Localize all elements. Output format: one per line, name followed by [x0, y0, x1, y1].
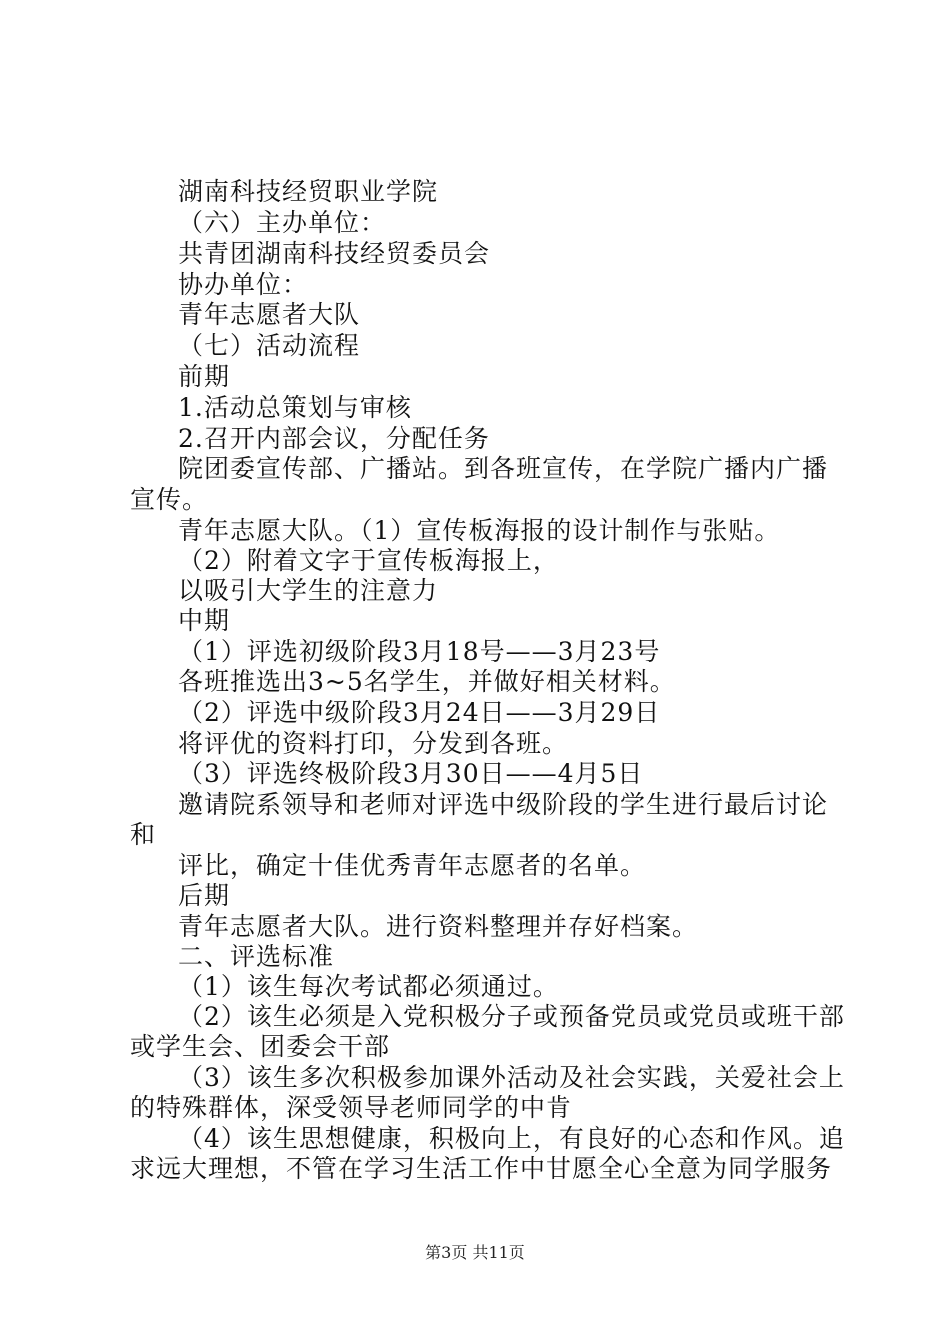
text-line: 1.活动总策划与审核 — [178, 393, 412, 422]
text-line: 或学生会、团委会干部 — [130, 1032, 391, 1061]
text-line: （4）该生思想健康，积极向上，有良好的心态和作风。追 — [178, 1124, 845, 1153]
text-line: （1）评选初级阶段3月18号——3月23号 — [178, 637, 661, 666]
text-line: 以吸引大学生的注意力 — [178, 576, 439, 605]
text-line: （3）评选终极阶段3月30日——4月5日 — [178, 759, 644, 788]
section-heading: 二、评选标准 — [178, 942, 335, 971]
text-line: 青年志愿大队。（1）宣传板海报的设计制作与张贴。 — [178, 516, 781, 545]
text-line: （2）该生必须是入党积极分子或预备党员或党员或班干部 — [178, 1002, 845, 1031]
text-line: 将评优的资料打印，分发到各班。 — [178, 729, 569, 758]
text-line: 求远大理想，不管在学习生活工作中甘愿全心全意为同学服务 — [130, 1154, 833, 1183]
text-line: 湖南科技经贸职业学院 — [178, 177, 439, 206]
phase-heading: 前期 — [178, 362, 231, 391]
text-line: （六）主办单位： — [178, 208, 387, 237]
text-line: 邀请院系领导和老师对评选中级阶段的学生进行最后讨论 — [178, 790, 829, 819]
text-line: 各班推选出3~5名学生，并做好相关材料。 — [178, 667, 676, 696]
text-line: 评比，确定十佳优秀青年志愿者的名单。 — [178, 851, 647, 880]
text-line: 宣传。 — [130, 485, 209, 514]
page-footer: 第3页 共11页 — [425, 1243, 525, 1262]
phase-heading: 后期 — [178, 881, 231, 910]
text-line: （2）评选中级阶段3月24日——3月29日 — [178, 698, 661, 727]
text-line: 青年志愿者大队 — [178, 300, 361, 329]
text-line: 共青团湖南科技经贸委员会 — [178, 239, 491, 268]
text-line: （2）附着文字于宣传板海报上， — [178, 546, 559, 575]
phase-heading: 中期 — [178, 606, 231, 635]
text-line: 院团委宣传部、广播站。到各班宣传，在学院广播内广播 — [178, 454, 829, 483]
text-line: 的特殊群体，深受领导老师同学的中肯 — [130, 1093, 573, 1122]
text-line: 协办单位： — [178, 270, 309, 299]
text-line: 2.召开内部会议，分配任务 — [178, 424, 490, 453]
text-line: 和 — [130, 820, 157, 849]
text-line: （3）该生多次积极参加课外活动及社会实践，关爱社会上 — [178, 1063, 845, 1092]
section-heading: （七）活动流程 — [178, 331, 361, 360]
text-line: （1）该生每次考试都必须通过。 — [178, 972, 559, 1001]
text-line: 青年志愿者大队。进行资料整理并存好档案。 — [178, 912, 699, 941]
